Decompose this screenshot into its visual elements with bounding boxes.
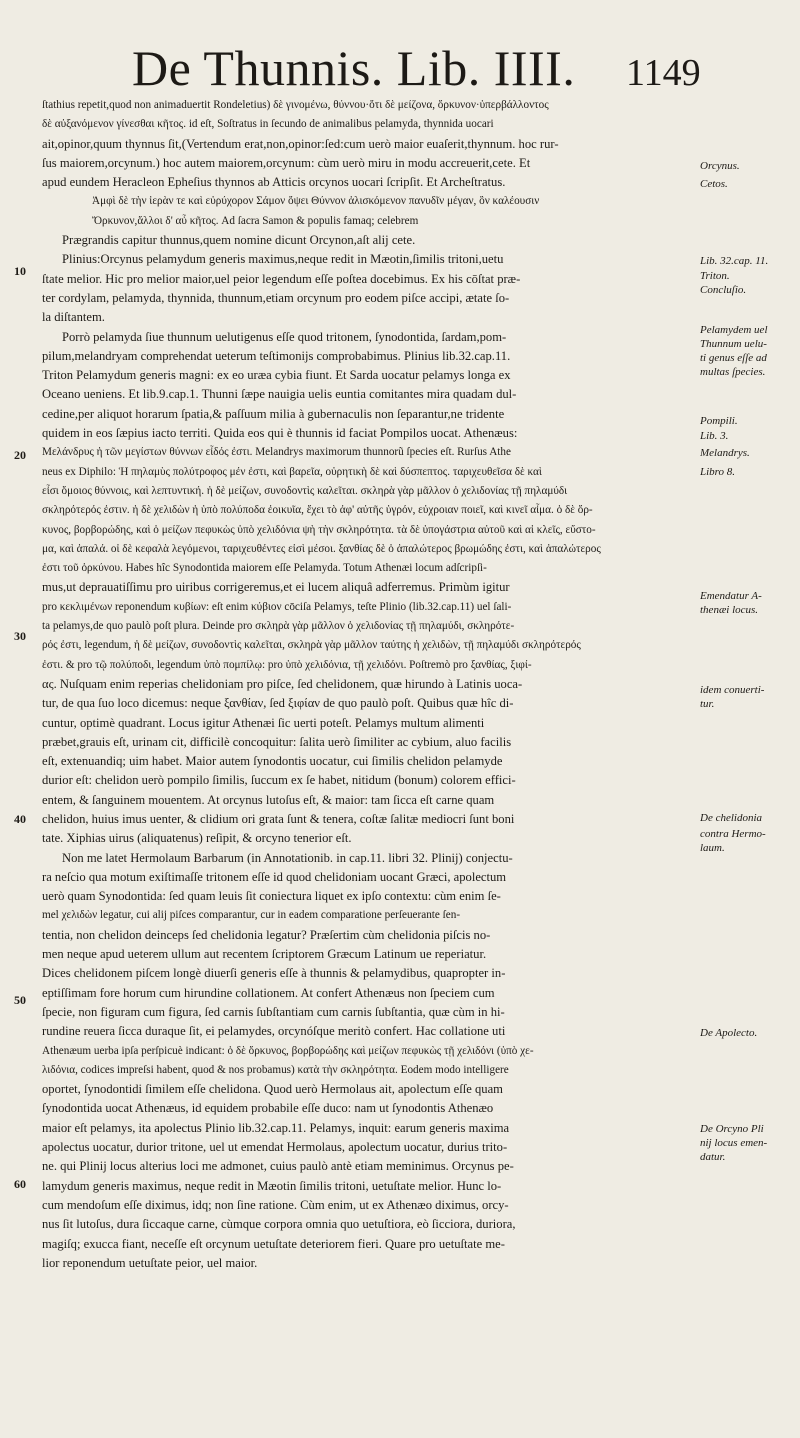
text-line: ρός ἐστι, legendum, ἡ δὲ μείζων, συνοδοντὶς καλεῖται, σκληρὰ γὰρ μᾶλλον ταύτης ἡ χελιδὼν, τῇ πηλαμύδι σκληρότερός [42,639,581,652]
page-number: 1149 [626,52,701,94]
text-line: tur, de qua ſuo loco dicemus: neque ξανθίαν, ſed ξιφίαν de quo paulò poſt. Quibus quæ hîc di- [42,696,514,711]
line-number-40: 40 [14,812,26,826]
text-line: tate. Xiphias uirus (aliquatenus) reſipit, & orcyno tenerior eſt. [42,831,352,846]
text-line: Athenæum uerba ipſa perſpicuè indicant: ὁ δὲ ὄρκυνος, βορβορώδης καὶ μείζων πεφυκὼς τῇ χελιδόνι (ὑπὸ χε- [42,1044,534,1057]
text-line: apud eundem Heracleon Epheſius thynnos ab Atticis orcynos uocari ſcripſit. Et Archeſtratus. [42,175,506,190]
margin-note: De Orcyno Pli [700,1123,764,1135]
text-line: σκληρότερός ἐστιν. ἡ δὲ χελιδὼν ἡ ὑπὸ πολύποδα ἐοικυῖα, ἔχει τὸ ἀφ' αὐτῆς ὑγρόν, εὐχροιαν ποιεῖ, καὶ κινεῖ αἷμα. ὁ δὲ ὄρ- [42,504,593,517]
text-line: durior eſt: chelidon uerò pompilo ſimilis, ſuccum ex ſe habet, nitidum (bonum) colorem effici- [42,773,516,788]
margin-note: laum. [700,842,725,854]
text-line: lior reponendum uetuſtate peior, uel maior. [42,1255,258,1270]
text-line: μα, καὶ ἁπαλά. οἱ δὲ κεφαλὰ λεγόμενοι, ταριχευθέντες εἰσὶ μέσοι. ξανθίας δὲ ὁ ἁπαλώτερος βρωμώδης ἐστι, καὶ ἁπαλώτερος [42,542,601,555]
text-line: ſpecie, non figuram cum figura, ſed carnis ſubſtantiam cum carnis ſubſtantia, quæ cùm in hi- [42,1004,505,1019]
text-line: præbet,grauis eſt, urinam cit, difficilè concoquitur: ſalita uerò ſimiliter ac cybium, aluo facilis [42,734,512,749]
text-line: Dices chelidonem piſcem longè diuerſi generis eſſe à thunnis & pelamydibus, quapropter in- [42,966,506,981]
margin-note: Pelamydem uel [700,324,768,336]
text-line: chelidon, huius imus uenter, & clidium ori grata ſunt & tenera, coſtæ ſalitæ mediocri ſunt boni [42,811,515,826]
margin-note: De Apolecto. [700,1027,758,1039]
text-line: ſus maiorem,orcynum.) hoc autem maiorem,orcynum: cùm uerò miru in modu accreuerit,cete. Et [42,155,531,170]
text-line: Oceano ueniens. Et lib.9.cap.1. Thunni ſæpe nauigia uelis euntia comitantes mira quadam dul- [42,387,517,402]
text-line: quidem in eos ſæpius iacto territi. Quida eos qui è thunnis id faciat Pompilos uocat. Athenæus: [42,426,518,441]
text-line: κυνος, βορβορώδης, καὶ ὁ μείζων πεφυκὼς ὑπὸ χελιδόνια ψὴ τὴν σκληρότητα. τὰ δὲ ὑπογάστρια αὐτοῦ καὶ αἱ κλεῖς, εὔστο- [42,523,596,536]
margin-note: Orcynus. [700,160,740,172]
text-line: ſtathius repetit,quod non animaduertit Rondeletius) δὲ γινομένω, θύννου·ὅτι δὲ μείζονα, ὄρκυνον·ὑπερβάλλοντος [42,99,549,111]
line-number-50: 50 [14,993,26,1007]
margin-note: Emendatur A- [700,590,762,602]
text-line: ſynodontida uocat Athenæus, id equidem probabile eſſe duco: nam ut ſynodontis Athenæo [42,1101,494,1116]
text-line: lamydum generis maximus, neque redit in Mæotin ſimilis tritoni, uetuſtate melior. Hunc lo- [42,1178,502,1193]
text-line: ἐστι τοῦ ὀρκύνου. Habes hîc Synodontida maiorem eſſe Pelamyda. Totum Athenæi locum adſcripſi- [42,562,487,575]
verse-line: Ἀμφὶ δὲ τὴν ἱερὰν τε καὶ εὐρύχορον Σάμον ὄψει Θύννον ἁλισκόμενον πανυδῖν μέγαν, ὃν καλέουσιν [92,195,540,208]
margin-note: Thunnum uelu- [700,338,767,350]
text-line: rundine reuera ſicca duraque ſit, ei pelamydes, orcynóſque meritò confert. Hac collatione uti [42,1024,506,1039]
text-line: cedine,per aliquot horarum ſpatia,& paſſuum milia à gubernaculis non ſeparantur,ne tridente [42,406,505,421]
margin-note: nij locus emen- [700,1137,768,1149]
margin-note: contra Hermo- [700,828,766,840]
margin-note: Melandrys. [700,447,750,459]
text-line: la diſtantem. [42,310,105,325]
text-line: ἐστι. & pro τῷ πολύποδι, legendum ὑπὸ πομπίλῳ: pro ὑπὸ χελιδόνια, τῇ χελιδόνι. Poſtremò pro ξανθίας, ξιφί- [42,658,532,671]
text-line: Μελάνδρυς ἡ τῶν μεγίστων θύννων εἶδός ἐστι. Melandrys maximorum thunnorũ ſpecies eſt. Rurſus Athe [42,446,511,459]
text-line: pilum,melandryam comprehendat ueterum teſtimonijs comprobabimus. Plinius lib.32.cap.11. [42,348,511,363]
line-number-30: 30 [14,629,26,643]
running-title: De Thunnis. Lib. IIII. [132,40,576,96]
margin-note: ti genus eſſe ad [700,352,767,364]
text-line: maior eſt pelamys, ita apolectus Plinio lib.32.cap.11. Pelamys, inquit: earum generis maxima [42,1120,510,1135]
text-line: apolectus uocatur, durior tritone, uel ut emendat Hermolaus, apolectum uocatur, durius trito- [42,1140,508,1155]
margin-note: thenæi locus. [700,604,759,616]
text-line: ra neſcio qua motum exiſtimaſſe tritonem eſſe id quod chelidoniam uocant Græci, apolectum [42,869,507,884]
margin-note: tur. [700,698,715,710]
text-line: ne. qui Plinij locus alterius loci me admonet, cuius paulò antè etiam meminimus. Orcynus pe- [42,1159,514,1174]
text-line: Triton Pelamydum generis magni: ex eo uræa cybia fiunt. Et Sarda uocatur pelamys longa ex [42,368,511,383]
text-line: ας. Nuſquam enim reperias chelidoniam pro piſce, ſed chelidonem, quæ hirundo à Latinis uoca- [42,676,523,691]
text-line: tentia, non chelidon deinceps ſed chelidonia legatur? Præſertim cùm chelidonia piſcis no- [42,927,491,942]
text-line: cuntur, optimè quadrant. Locus igitur Athenæi ſic uerti poteſt. Pelamys multum alimenti [42,715,485,730]
margin-note: datur. [700,1151,726,1163]
margin-note: De chelidonia [700,812,763,824]
text-line: εἶσι ὅμοιος θύννοις, καὶ λεπτυντική. ἡ δὲ μείζων, συνοδοντὶς καλεῖται. σκληρὰ γὰρ μᾶλλον ὁ χελιδονίας τῇ πηλαμύδι [42,484,568,497]
text-line: eſt, extenuandiq; uim habet. Maior autem ſynodontis uocatur, cui ſimilis chelidon pelamyde [42,754,503,769]
margin-note: Cetos. [700,178,728,190]
text-line: δὲ αὐξανόμενον γίνεσθαι κῆτος. id eſt, Soſtratus in ſecundo de animalibus pelamyda, thynnida uocari [42,118,494,131]
line-number-20: 20 [14,448,26,462]
paragraph-start-line: Non me latet Hermolaum Barbarum (in Annotationib. in cap.11. libri 32. Plinij) conjectu- [62,850,513,865]
text-line: magiſq; exucca fiant, neceſſe eſt orcynum uetuſtate deteriorem fieri. Quare pro uetuſtate me- [42,1236,505,1251]
margin-note: idem conuerti- [700,684,765,696]
body-text [42,96,698,1273]
paragraph-start-line: Porrò pelamyda ſiue thunnum uelutigenus eſſe quod tritonem, ſynodontida, ſardam,pom- [62,329,507,344]
text-line: Plinius:Orcynus pelamydum generis maximus,neque redit in Mæotin,ſimilis tritoni,uetu [62,252,504,267]
margin-note: multas ſpecies. [700,366,766,378]
text-line: uerò quam Synodontida: ſed quam leuis ſit coniectura liquet ex ipſo contextu: cùm enim ſe- [42,889,501,904]
line-number-10: 10 [14,264,26,278]
line-number-60: 60 [14,1177,26,1191]
margin-note: Lib. 3. [700,430,729,442]
text-line: ait,opinor,quum thynnus ſit,(Vertendum erat,non,opinor:ſed:cum uerò maior euaſerit,thynnum. hoc rur- [42,136,559,151]
margin-note: Pompili. [700,415,738,427]
text-line: mel χελιδὼν legatur, cui alij piſces comparantur, cur in eadem comparatione perſeuerante ſen- [42,909,461,922]
margin-note: Triton. [700,270,730,282]
text-line: cum mendoſum eſſe diximus, idq; non ſine ratione. Cùm enim, ut ex Athenæo diximus, orcy- [42,1197,509,1212]
text-line: mus,ut deprauatiſſimu pro uiribus corrigeremus,et ei lucem aliquâ adferremus. Primùm igitur [42,580,510,595]
text-line: neus ex Diphilo: Ἡ πηλαμὺς πολύτροφος μέν ἐστι, καὶ βαρεῖα, οὐρητικὴ δὲ καὶ δύσπεπτος. ταριχευθεῖσα δὲ καὶ [42,465,542,478]
margin-note: Libro 8. [700,466,736,478]
text-line: men neque apud ueterem ullum aut recentem ſcriptorem Græcum Latinum ue reperiatur. [42,947,487,962]
verse-line: Prægrandis capitur thunnus,quem nomine dicunt Orcynon,aſt alij cete. [62,233,416,248]
text-line: λιδόνια, codices impreſsi habent, quod & nos probamus) κατὰ τὴν σκληρότητα. Eodem modo intelligere [42,1063,509,1076]
text-line: entem, & ſanguinem mouentem. At orcynus lutoſus eſt, & maior: tam ſicca eſt carne quam [42,792,495,807]
margin-note: Lib. 32.cap. 11. [700,255,769,267]
verse-line: Ὄρκυνον,ἄλλοι δ' αὖ κῆτος. Ad ſacra Samon & populis famaq; celebrem [92,214,419,227]
text-line: eptiſſimam fore horum cum hirundine collationem. At confert Athenæus non ſpeciem cum [42,985,495,1000]
text-line: oportet, ſynodontidi ſimilem eſſe chelidona. Quod uerò Hermolaus ait, apolectum eſſe quam [42,1082,503,1097]
text-line: ter cordylam, pelamyda, thynnida, thunnum,etiam orcynum pro eodem piſce accipi, ætate ſo- [42,290,510,305]
margin-note: Concluſio. [700,284,747,296]
text-line: pro κεκλιμένων reponendum κυβίων: eſt enim κύβιον cōciſa Pelamys, teſte Plinio (lib.32.cap.11) uel ſali- [42,600,512,613]
text-line: ſtate melior. Hic pro melior maior,uel peior legendum eſſe poſtea docebimus. Ex his cōſtat præ- [42,271,521,286]
text-line: nus ſit lutoſus, dura ſiccaque carne, cùmque corpora omnia quo uetuſtiora, eò ſicciora, duriora, [42,1217,516,1232]
text-line: ta pelamys,de quo paulò poſt plura. Deinde pro σκληρὰ γὰρ μᾶλλον ὁ χελιδονίας τῇ πηλαμύδι, σκληρότε- [42,620,515,633]
